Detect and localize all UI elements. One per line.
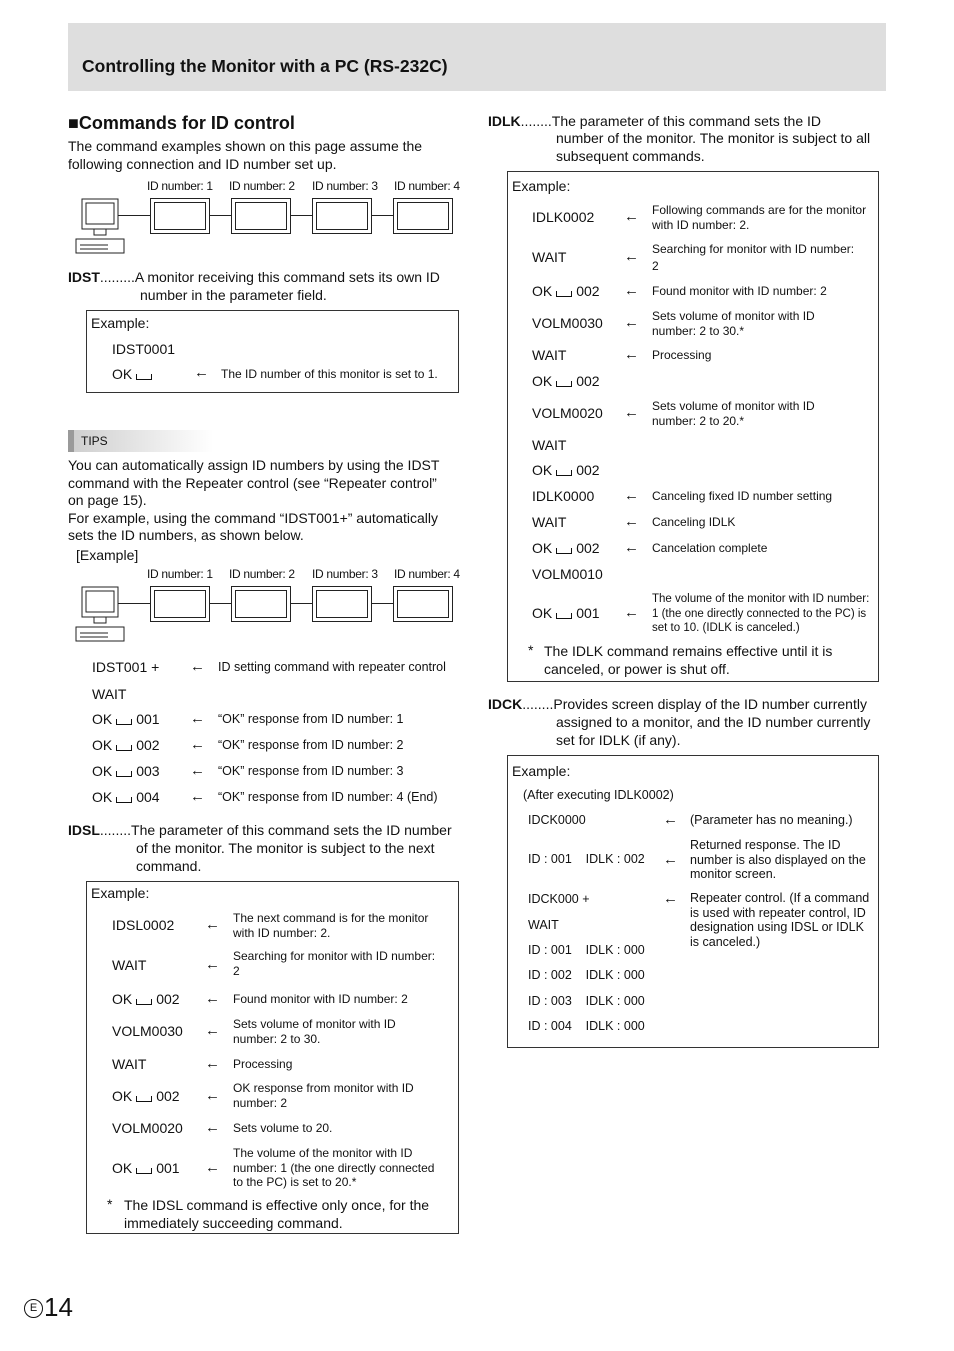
id-label: ID number: 2 (229, 179, 295, 193)
id-label: ID number: 1 (147, 179, 213, 193)
idst-example-box (86, 310, 459, 393)
space-symbol-icon (136, 1168, 152, 1174)
id-label: ID number: 3 (312, 567, 378, 581)
space-symbol-icon (116, 719, 132, 725)
monitor-icon (150, 586, 210, 622)
response-text: ID : 003 IDLK : 000 (528, 994, 645, 1008)
note-text: Canceling fixed ID number setting (652, 489, 833, 503)
note-text: “OK” response from ID number: 3 (218, 764, 404, 778)
note-text: The volume of the monitor with ID number: 1 (the one directly connected to the PC) is set to 20.* (233, 1146, 435, 1189)
command-text: IDST0001 (112, 341, 176, 357)
command-text: IDLK0000 (532, 488, 595, 504)
response-text: ID : 001 IDLK : 000 (528, 943, 645, 957)
note-text: Sets volume of monitor with ID number: 2 to 20.* (652, 399, 815, 428)
note-text: The volume of the monitor with ID number: 1 (the one directly connected to the PC) is set to 10. (IDLK is canceled.) (652, 593, 870, 634)
command-text: VOLM0030 (112, 1023, 183, 1039)
space-symbol-icon (116, 797, 132, 803)
idsl-definition: IDSL........The parameter of this command sets the ID number (68, 822, 452, 838)
example-label: Example: (91, 885, 150, 901)
left-arrow-icon: ← (205, 1055, 220, 1072)
example-label: Example: (512, 178, 571, 194)
left-arrow-icon: ← (205, 1119, 220, 1136)
response-text: OK 002 (112, 991, 180, 1007)
left-arrow-icon: ← (205, 990, 220, 1007)
intro-text: The command examples shown on this page assume the following connection and ID number set up. (68, 138, 423, 172)
command-text: WAIT (532, 249, 567, 265)
command-text: IDSL0002 (112, 917, 175, 933)
left-arrow-icon: ← (624, 539, 639, 556)
note-text: (Parameter has no meaning.) (690, 813, 853, 827)
idlk-definition: IDLK........The parameter of this command sets the ID (488, 113, 822, 129)
left-arrow-icon: ← (663, 851, 678, 868)
pc-icon (70, 195, 130, 257)
left-arrow-icon: ← (624, 208, 639, 225)
pc-icon (70, 583, 130, 645)
id-label: ID number: 1 (147, 567, 213, 581)
square-bullet-icon: ■ (68, 113, 79, 133)
response-text: OK 001 (112, 1160, 180, 1176)
space-symbol-icon (556, 470, 572, 476)
left-arrow-icon: ← (190, 710, 205, 727)
monitor-icon (231, 586, 291, 622)
response-text: OK 002 (532, 283, 600, 299)
note-text: (After executing IDLK0002) (523, 788, 674, 802)
tips-text: You can automatically assign ID numbers by using the IDST command with the Repeater control (see “Repeater control” on page 15). For example, using the command “IDST001+” automatically sets the ID numbers, as shown below. (68, 457, 440, 543)
monitor-icon (393, 586, 453, 622)
note-text: Sets volume of monitor with ID number: 2 to 30.* (652, 309, 815, 338)
example-label: [Example] (76, 547, 139, 563)
left-arrow-icon: ← (624, 282, 639, 299)
response-text: OK 002 (532, 462, 600, 478)
left-arrow-icon: ← (205, 956, 220, 973)
note-text: “OK” response from ID number: 4 (End) (218, 790, 438, 804)
note-text: Sets volume to 20. (233, 1121, 333, 1135)
response-text: ID : 002 IDLK : 000 (528, 968, 645, 982)
left-arrow-icon: ← (205, 1087, 220, 1104)
footnote-star: * (528, 642, 534, 658)
note-text: Canceling IDLK (652, 515, 736, 529)
left-arrow-icon: ← (205, 1022, 220, 1039)
note-text: Repeater control. (If a command is used with repeater control, ID designation using IDSL or IDLK is canceled.) (690, 891, 870, 949)
command-text: WAIT (112, 1056, 147, 1072)
page-title: Controlling the Monitor with a PC (RS-232C) (82, 56, 448, 76)
id-label: ID number: 3 (312, 179, 378, 193)
example-label: Example: (91, 315, 150, 331)
monitor-icon (312, 586, 372, 622)
command-text: VOLM0020 (112, 1120, 183, 1136)
left-arrow-icon: ← (624, 346, 639, 363)
id-label: ID number: 4 (394, 179, 460, 193)
idlk-description: number of the monitor. The monitor is subject to all subsequent commands. (556, 130, 871, 164)
command-text: WAIT (532, 514, 567, 530)
command-text: WAIT (532, 437, 567, 453)
command-text: WAIT (532, 347, 567, 363)
command-text: WAIT (112, 957, 147, 973)
left-arrow-icon: ← (624, 487, 639, 504)
left-arrow-icon: ← (190, 736, 205, 753)
idck-example-box (507, 755, 879, 1048)
section-heading: ■Commands for ID control (68, 113, 295, 133)
left-arrow-icon: ← (624, 248, 639, 265)
response-text: OK 002 (112, 1088, 180, 1104)
monitor-icon (312, 198, 372, 234)
command-text: WAIT (92, 686, 127, 702)
id-label: ID number: 4 (394, 567, 460, 581)
space-symbol-icon (136, 374, 152, 380)
note-text: OK response from monitor with ID number: 2 (233, 1081, 414, 1110)
space-symbol-icon (556, 381, 572, 387)
monitor-icon (231, 198, 291, 234)
response-text: OK (112, 366, 156, 382)
page-number: 14 (44, 1292, 73, 1322)
note-text: Returned response. The ID number is also displayed on the monitor screen. (690, 838, 866, 881)
command-text: WAIT (528, 918, 559, 932)
response-text: OK 003 (92, 763, 160, 779)
space-symbol-icon (116, 745, 132, 751)
left-arrow-icon: ← (624, 604, 639, 621)
note-text: Found monitor with ID number: 2 (652, 284, 827, 298)
command-text: VOLM0010 (532, 566, 603, 582)
idsl-example-box (86, 881, 459, 1234)
left-arrow-icon: ← (190, 658, 205, 675)
command-text: IDST001 + (92, 659, 160, 675)
left-arrow-icon: ← (624, 513, 639, 530)
note-text: Processing (652, 348, 712, 362)
response-text: OK 002 (92, 737, 160, 753)
response-text: OK 002 (532, 373, 600, 389)
command-text: VOLM0020 (532, 405, 603, 421)
left-arrow-icon: ← (663, 890, 678, 907)
footnote-text: The IDSL command is effective only once, for the immediately succeeding command. (124, 1197, 430, 1231)
space-symbol-icon (136, 999, 152, 1005)
note-text: The ID number of this monitor is set to 1. (221, 367, 438, 381)
space-symbol-icon (556, 291, 572, 297)
left-arrow-icon: ← (190, 762, 205, 779)
left-arrow-icon: ← (205, 1159, 220, 1176)
space-symbol-icon (556, 548, 572, 554)
response-text: ID : 001 IDLK : 002 (528, 852, 645, 866)
idck-description: assigned to a monitor, and the ID number currently set for IDLK (if any). (556, 714, 871, 748)
note-text: Processing (233, 1057, 293, 1071)
idsl-description: of the monitor. The monitor is subject to the next command. (136, 840, 435, 874)
response-text: OK 001 (532, 605, 600, 621)
monitor-icon (150, 198, 210, 234)
note-text: “OK” response from ID number: 1 (218, 712, 404, 726)
response-text: ID : 004 IDLK : 000 (528, 1019, 645, 1033)
response-text: OK 004 (92, 789, 160, 805)
note-text: The next command is for the monitor with ID number: 2. (233, 911, 429, 940)
command-text: IDCK0000 (528, 813, 586, 827)
note-text: ID setting command with repeater control (218, 660, 446, 674)
idck-definition: IDCK........Provides screen display of the ID number currently (488, 696, 867, 712)
left-arrow-icon: ← (194, 364, 209, 381)
note-text: Found monitor with ID number: 2 (233, 992, 408, 1006)
command-text: VOLM0030 (532, 315, 603, 331)
response-text: OK 001 (92, 711, 160, 727)
idst-description: number in the parameter field. (140, 287, 327, 303)
space-symbol-icon (116, 771, 132, 777)
note-text: “OK” response from ID number: 2 (218, 738, 404, 752)
space-symbol-icon (136, 1096, 152, 1102)
note-text: Sets volume of monitor with ID number: 2 to 30. (233, 1017, 396, 1046)
space-symbol-icon (556, 613, 572, 619)
response-text: OK 002 (532, 540, 600, 556)
monitor-icon (393, 198, 453, 234)
note-text: Searching for monitor with ID number: 2 (233, 949, 436, 978)
note-text: Following commands are for the monitor with ID number: 2. (652, 203, 867, 232)
id-label: ID number: 2 (229, 567, 295, 581)
footnote-text: The IDLK command remains effective until it is canceled, or power is shut off. (544, 643, 833, 677)
left-arrow-icon: ← (190, 788, 205, 805)
left-arrow-icon: ← (663, 811, 678, 828)
command-text: IDLK0002 (532, 209, 595, 225)
note-text: Searching for monitor with ID number: 2 (652, 242, 855, 273)
tips-label: TIPS (81, 434, 108, 448)
left-arrow-icon: ← (205, 916, 220, 933)
idst-definition: IDST.........A monitor receiving this command sets its own ID (68, 269, 440, 285)
left-arrow-icon: ← (624, 404, 639, 421)
idlk-example-box (507, 171, 879, 682)
footnote-star: * (107, 1196, 113, 1212)
note-text: Cancelation complete (652, 541, 768, 555)
command-text: IDCK000 + (528, 892, 590, 906)
language-badge: E (24, 1299, 43, 1318)
left-arrow-icon: ← (624, 314, 639, 331)
example-label: Example: (512, 763, 571, 779)
